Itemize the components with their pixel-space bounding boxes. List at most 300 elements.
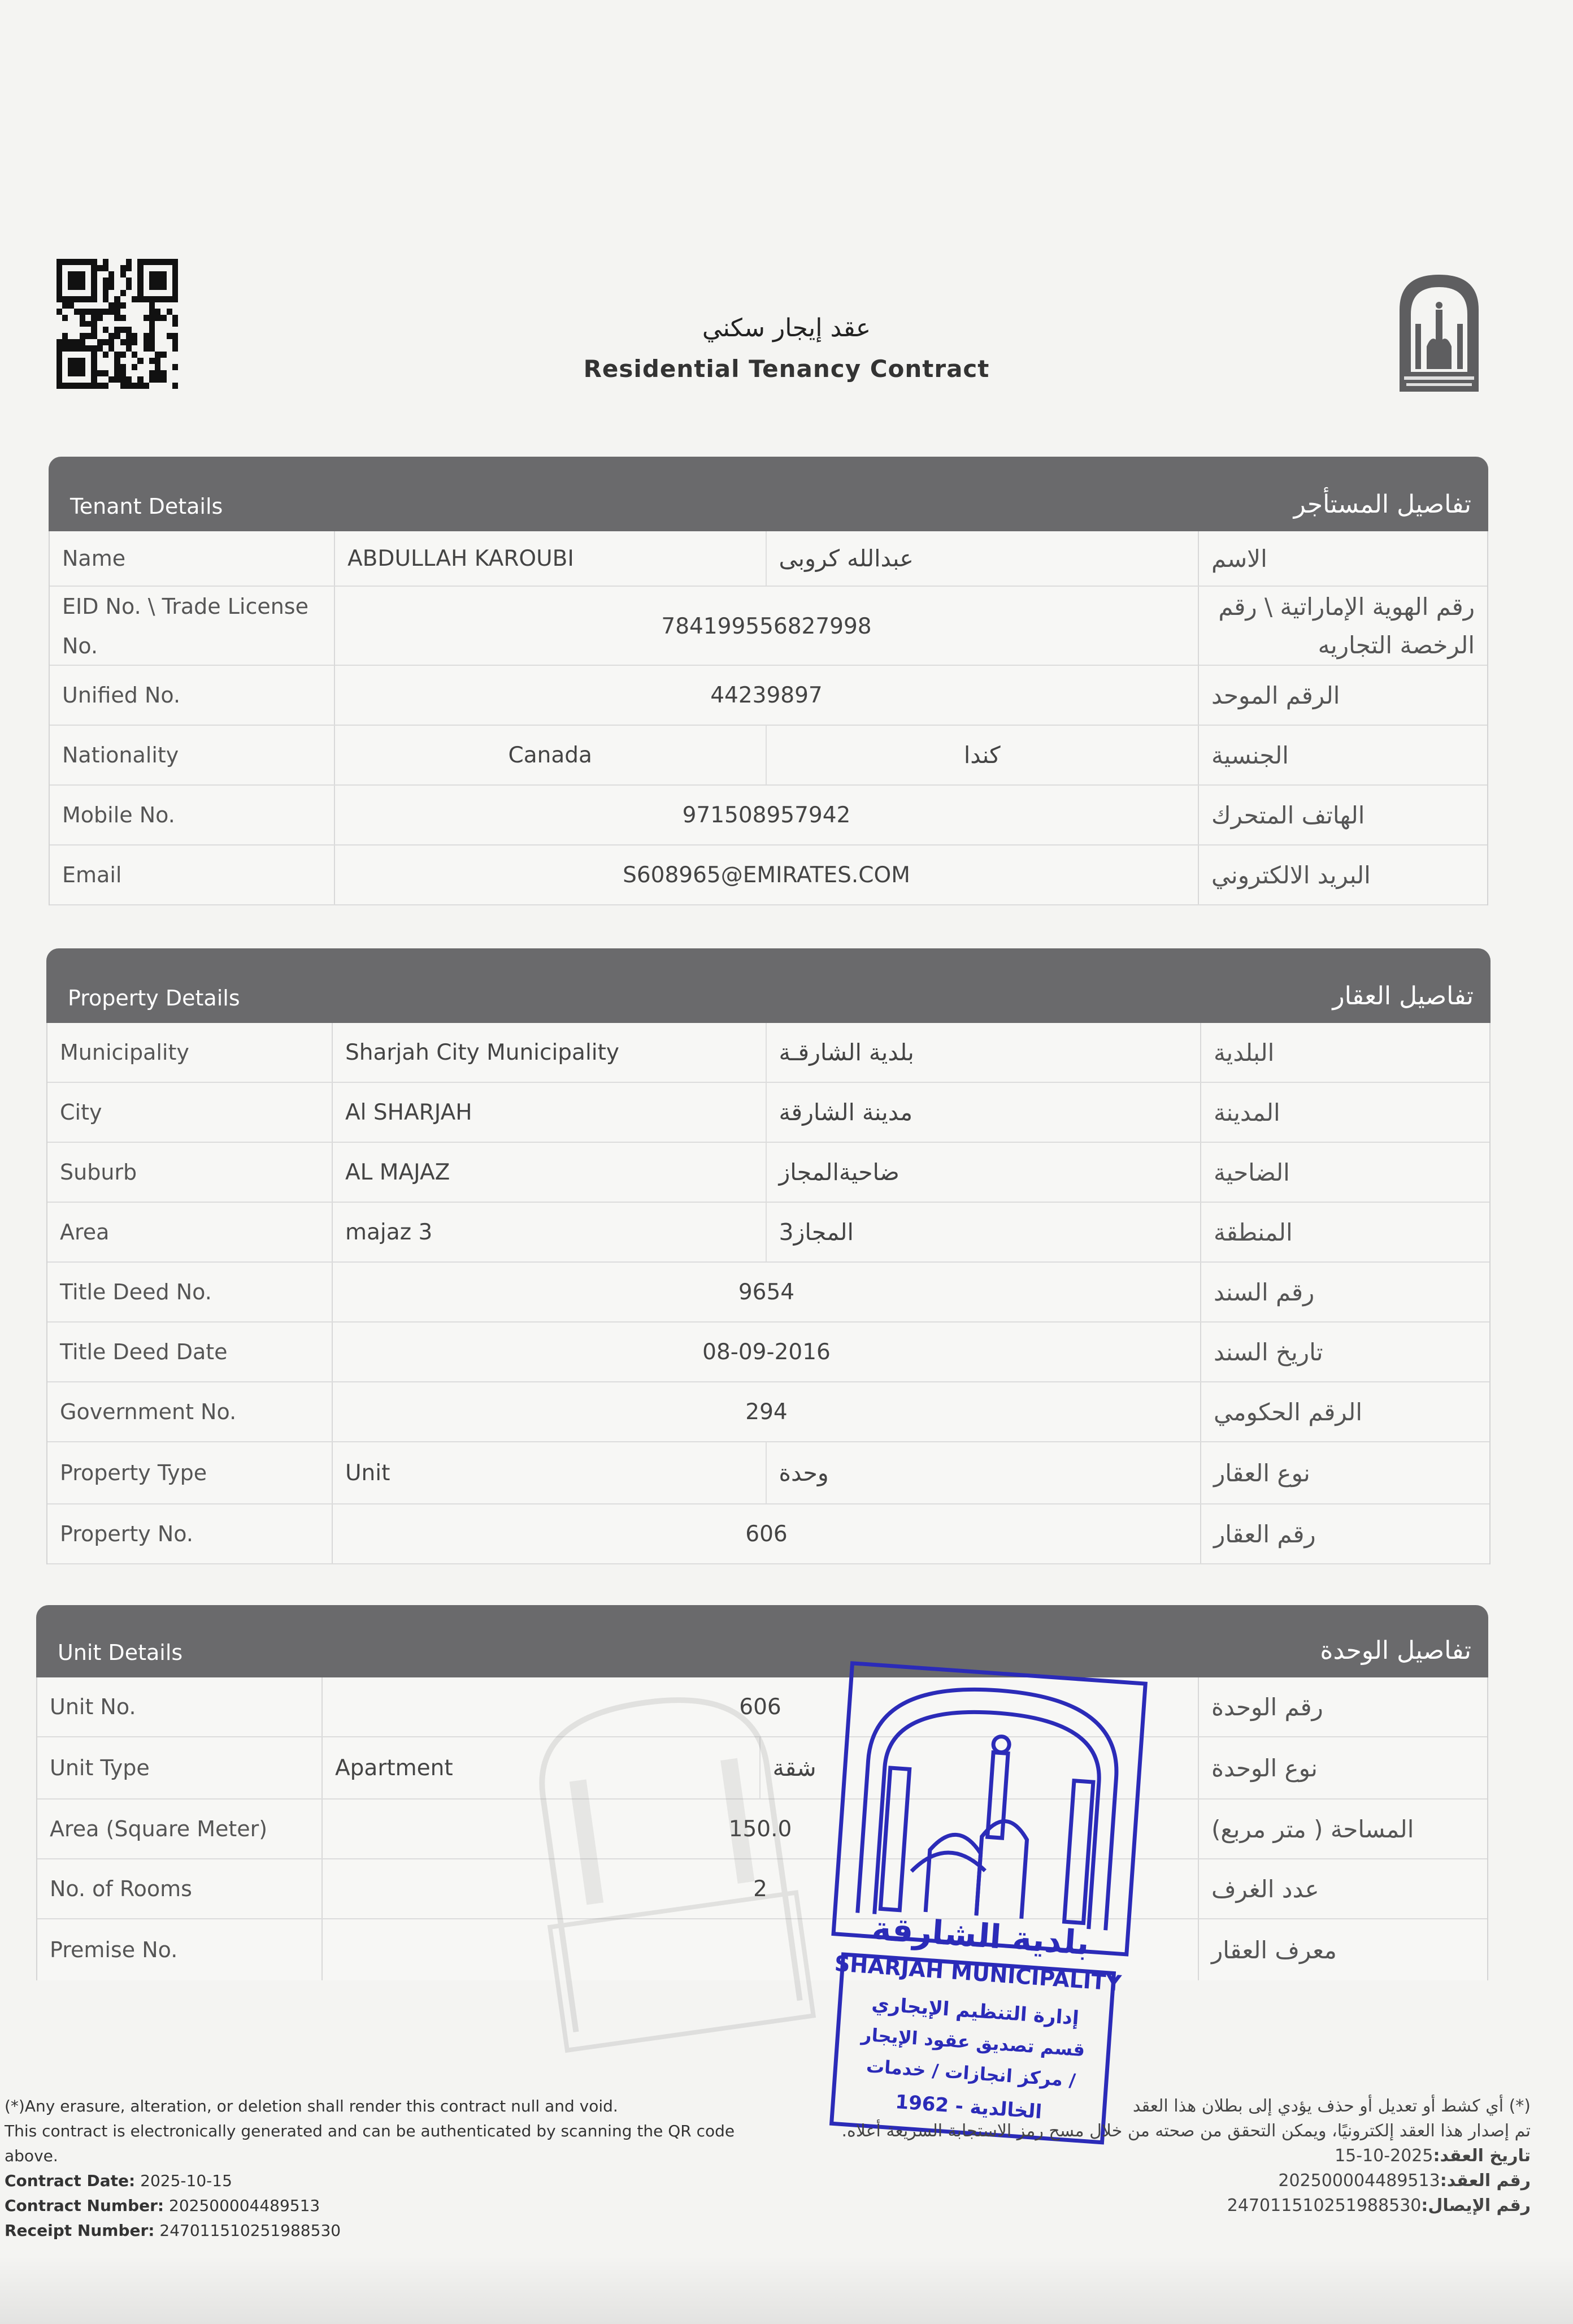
qr-module — [132, 296, 137, 302]
label-nationality-ar: الجنسية — [1198, 726, 1487, 784]
table-row — [47, 1083, 1489, 1143]
qr-module — [108, 284, 114, 290]
qr-module — [160, 284, 166, 290]
paper-shadow — [0, 2256, 1573, 2324]
qr-module — [120, 296, 126, 302]
qr-module — [167, 284, 172, 290]
value-nationality-en: Canada — [335, 726, 767, 784]
qr-module — [167, 345, 172, 352]
label-mobile-ar: الهاتف المتحرك — [1198, 786, 1487, 844]
qr-module — [114, 271, 120, 278]
qr-module — [144, 259, 149, 265]
qr-module — [114, 290, 120, 296]
label-unified-no-ar: الرقم الموحد — [1198, 666, 1487, 725]
table-row — [47, 1442, 1489, 1504]
qr-module — [91, 302, 97, 309]
label-title-deed-date-ar: تاريخ السند — [1200, 1323, 1489, 1381]
qr-module — [68, 296, 73, 302]
section-title-ar: تفاصيل الوحدة — [1320, 1636, 1471, 1665]
qr-module — [62, 284, 68, 290]
qr-module — [74, 271, 80, 278]
qr-module — [103, 271, 108, 278]
qr-module — [155, 278, 160, 284]
qr-module — [132, 259, 137, 265]
qr-module — [137, 278, 143, 284]
qr-module — [155, 383, 160, 389]
footer-note-erasure-ar: (*) أي كشط أو تعديل أو حذف يؤدي إلى بطلان هذا العقد — [1132, 2096, 1531, 2116]
qr-module — [132, 345, 137, 352]
qr-module — [167, 278, 172, 284]
qr-module — [120, 284, 126, 290]
receipt-number-ar — [796, 2193, 1531, 2218]
qr-module — [155, 290, 160, 296]
qr-module — [80, 265, 85, 271]
property-details-header — [46, 948, 1491, 1023]
tenant-details-header — [49, 457, 1488, 531]
label-area-ar: المنطقة — [1200, 1203, 1489, 1261]
qr-module — [108, 290, 114, 296]
contract-date-value-ar: 2025-10-15 — [1335, 2146, 1433, 2166]
qr-module — [160, 271, 166, 278]
qr-module — [160, 265, 166, 271]
qr-module — [68, 290, 73, 296]
footer-note-electronic-en: This contract is electronically generated and can be authenticated by scanning the QR code above. — [5, 2122, 735, 2165]
qr-module — [149, 284, 155, 290]
qr-module — [97, 290, 103, 296]
qr-module — [80, 383, 85, 389]
value-area-ar: المجاز3 — [779, 1219, 854, 1246]
qr-module — [85, 290, 91, 296]
contract-date-en — [5, 2169, 796, 2193]
qr-module — [74, 278, 80, 284]
qr-module — [120, 265, 126, 271]
label-government-no: Government No. — [47, 1382, 333, 1441]
contract-number-en — [5, 2193, 796, 2218]
table-row — [50, 587, 1487, 666]
table-row — [47, 1203, 1489, 1263]
contract-number-ar — [796, 2169, 1531, 2193]
qr-module — [91, 383, 97, 389]
qr-module — [144, 296, 149, 302]
qr-module — [68, 278, 73, 284]
qr-module — [126, 290, 132, 296]
table-row — [47, 1323, 1489, 1382]
value-name-ar: عبدالله كروبى — [779, 545, 914, 572]
value-area-sqm: 150.0 — [728, 1816, 792, 1842]
value-city-ar: مدينة الشارقة — [779, 1099, 913, 1126]
qr-module — [68, 345, 73, 352]
qr-module — [114, 265, 120, 271]
qr-module — [85, 302, 91, 309]
qr-module — [85, 265, 91, 271]
qr-module — [62, 302, 68, 309]
qr-module — [68, 302, 73, 309]
qr-module — [80, 302, 85, 309]
stamp-line-3: مركز انجازات / خدمات / — [865, 2055, 1076, 2092]
qr-module — [144, 383, 149, 389]
qr-module — [126, 383, 132, 389]
qr-module — [160, 290, 166, 296]
qr-module — [160, 278, 166, 284]
qr-module — [155, 345, 160, 352]
qr-module — [108, 265, 114, 271]
property-details-section — [46, 948, 1491, 1564]
value-nationality-ar: كندا — [963, 742, 1001, 769]
qr-module — [103, 290, 108, 296]
label-email: Email — [50, 846, 335, 904]
qr-module — [114, 278, 120, 284]
section-title-en: Property Details — [68, 986, 240, 1011]
qr-module — [172, 278, 178, 284]
qr-module — [85, 345, 91, 352]
qr-module — [80, 259, 85, 265]
qr-module — [126, 271, 132, 278]
qr-module — [126, 296, 132, 302]
qr-module — [114, 383, 120, 389]
qr-module — [103, 345, 108, 352]
qr-module — [57, 302, 62, 309]
qr-module — [91, 284, 97, 290]
section-title-en: Tenant Details — [70, 494, 223, 519]
footer-arabic — [796, 2094, 1531, 2218]
qr-module — [120, 302, 126, 309]
qr-module — [62, 345, 68, 352]
qr-module — [120, 259, 126, 265]
label-unit-type: Unit Type — [37, 1737, 323, 1798]
qr-module — [137, 259, 143, 265]
qr-module — [108, 271, 114, 278]
value-city-en: Al SHARJAH — [333, 1083, 767, 1142]
qr-module — [160, 383, 166, 389]
label-premise-no-ar: معرف العقار — [1198, 1919, 1487, 1980]
qr-module — [132, 265, 137, 271]
qr-module — [144, 284, 149, 290]
section-title-ar: تفاصيل المستأجر — [1293, 490, 1471, 519]
qr-module — [74, 259, 80, 265]
qr-module — [74, 296, 80, 302]
qr-module — [167, 296, 172, 302]
qr-module — [91, 278, 97, 284]
label-suburb-ar: الضاحية — [1200, 1143, 1489, 1202]
table-row — [47, 1382, 1489, 1442]
qr-module — [97, 296, 103, 302]
qr-module — [74, 345, 80, 352]
qr-module — [57, 265, 62, 271]
qr-module — [172, 296, 178, 302]
qr-module — [62, 278, 68, 284]
qr-module — [167, 302, 172, 309]
value-unit-type-en: Apartment — [323, 1737, 761, 1798]
qr-module — [62, 271, 68, 278]
qr-module — [149, 296, 155, 302]
receipt-number-label: Receipt Number: — [5, 2221, 155, 2240]
qr-module — [144, 302, 149, 309]
sharjah-municipality-stamp — [797, 1639, 1170, 2159]
qr-module — [57, 345, 62, 352]
table-row — [50, 846, 1487, 905]
table-row — [50, 666, 1487, 726]
value-name-en: ABDULLAH KAROUBI — [335, 531, 767, 586]
qr-module — [85, 278, 91, 284]
qr-module — [103, 278, 108, 284]
qr-module — [144, 290, 149, 296]
qr-module — [85, 383, 91, 389]
label-property-type-ar: نوع العقار — [1200, 1442, 1489, 1503]
qr-module — [62, 296, 68, 302]
qr-module — [132, 278, 137, 284]
qr-module — [57, 296, 62, 302]
qr-module — [160, 259, 166, 265]
qr-module — [103, 265, 108, 271]
qr-module — [97, 302, 103, 309]
qr-module — [120, 345, 126, 352]
qr-module — [132, 383, 137, 389]
qr-module — [149, 290, 155, 296]
qr-module — [80, 284, 85, 290]
qr-module — [172, 383, 178, 389]
contract-number-label-ar: رقم العقد: — [1440, 2171, 1531, 2191]
qr-module — [137, 290, 143, 296]
receipt-number-value: 247011510251988530 — [159, 2221, 341, 2240]
faint-stamp-imprint — [483, 1647, 851, 2083]
receipt-number-value-ar: 247011510251988530 — [1227, 2196, 1422, 2215]
qr-module — [137, 296, 143, 302]
qr-module — [167, 265, 172, 271]
qr-module — [80, 296, 85, 302]
label-name: Name — [50, 531, 335, 586]
qr-module — [120, 271, 126, 278]
qr-module — [74, 265, 80, 271]
qr-module — [68, 383, 73, 389]
qr-module — [114, 302, 120, 309]
qr-module — [91, 271, 97, 278]
label-unit-no-ar: رقم الوحدة — [1198, 1677, 1487, 1736]
table-row — [47, 1023, 1489, 1083]
stamp-line-4: الخالدية - 1962 — [894, 2091, 1043, 2124]
qr-module — [80, 345, 85, 352]
table-row — [50, 531, 1487, 587]
value-title-deed-no: 9654 — [738, 1279, 795, 1305]
qr-module — [97, 278, 103, 284]
qr-module — [172, 345, 178, 352]
qr-module — [108, 345, 114, 352]
section-title-en: Unit Details — [58, 1640, 183, 1665]
qr-module — [97, 265, 103, 271]
qr-module — [149, 271, 155, 278]
qr-module — [97, 383, 103, 389]
qr-module — [155, 259, 160, 265]
qr-module — [137, 271, 143, 278]
label-premise-no: Premise No. — [37, 1919, 323, 1980]
label-city: City — [47, 1083, 333, 1142]
qr-module — [120, 278, 126, 284]
label-email-ar: البريد الالكتروني — [1198, 846, 1487, 904]
label-name-ar: الاسم — [1198, 531, 1487, 586]
qr-module — [103, 383, 108, 389]
qr-module — [120, 383, 126, 389]
value-unit-type-ar: شقة — [772, 1754, 816, 1781]
label-property-type: Property Type — [47, 1442, 333, 1503]
qr-module — [114, 296, 120, 302]
qr-module — [74, 284, 80, 290]
qr-module — [126, 302, 132, 309]
table-row — [50, 786, 1487, 846]
label-unified-no: Unified No. — [50, 666, 335, 725]
label-title-deed-no-ar: رقم السند — [1200, 1263, 1489, 1321]
qr-module — [57, 278, 62, 284]
qr-module — [155, 265, 160, 271]
footer-note-electronic-ar: تم إصدار هذا العقد إلكترونيًا، ويمكن التحقق من صحته من خلال مسح رمز الاستجابة السريعة أعلاه. — [841, 2121, 1531, 2141]
qr-module — [149, 259, 155, 265]
qr-module — [91, 259, 97, 265]
qr-module — [97, 271, 103, 278]
qr-module — [126, 284, 132, 290]
qr-module — [68, 284, 73, 290]
contract-date-value: 2025-10-15 — [140, 2171, 232, 2190]
qr-module — [155, 302, 160, 309]
qr-module — [137, 345, 143, 352]
label-title-deed-no: Title Deed No. — [47, 1263, 333, 1321]
qr-module — [149, 302, 155, 309]
value-municipality-ar: بلدية الشارقـة — [779, 1039, 914, 1066]
qr-module — [172, 271, 178, 278]
value-eid: 784199556827998 — [661, 613, 872, 639]
label-area: Area — [47, 1203, 333, 1261]
qr-module — [103, 284, 108, 290]
qr-module — [144, 278, 149, 284]
stamp-line-2: قسم تصديق عقود الإيجار — [861, 2023, 1086, 2061]
qr-module — [137, 284, 143, 290]
label-title-deed-date: Title Deed Date — [47, 1323, 333, 1381]
qr-module — [144, 271, 149, 278]
qr-module — [74, 290, 80, 296]
section-title-ar: تفاصيل العقار — [1332, 982, 1474, 1011]
qr-module — [172, 302, 178, 309]
label-mobile: Mobile No. — [50, 786, 335, 844]
label-rooms: No. of Rooms — [37, 1859, 323, 1918]
stamp-line-1: إدارة التنظيم الإيجاري — [871, 1992, 1080, 2030]
label-unit-type-ar: نوع الوحدة — [1198, 1737, 1487, 1798]
qr-module — [114, 259, 120, 265]
label-property-no-ar: رقم العقار — [1200, 1504, 1489, 1563]
receipt-number-en — [5, 2218, 796, 2243]
qr-module — [91, 290, 97, 296]
qr-module — [62, 383, 68, 389]
qr-module — [137, 302, 143, 309]
contract-date-label-ar: تاريخ العقد: — [1433, 2146, 1531, 2166]
qr-module — [167, 383, 172, 389]
label-area-sqm-ar: المساحة ( متر مربع) — [1198, 1800, 1487, 1858]
qr-module — [120, 290, 126, 296]
qr-module — [108, 383, 114, 389]
qr-module — [91, 265, 97, 271]
stamp-name-ar: بلدية الشارقة — [871, 1909, 1090, 1963]
label-eid: EID No. \ Trade License No. — [50, 587, 335, 666]
qr-module — [103, 259, 108, 265]
qr-module — [149, 345, 155, 352]
qr-module — [114, 345, 120, 352]
contract-date-ar — [796, 2144, 1531, 2169]
qr-module — [126, 345, 132, 352]
tenant-details-section — [49, 457, 1488, 905]
qr-module — [108, 259, 114, 265]
contract-number-value: 202500004489513 — [169, 2196, 320, 2215]
value-government-no: 294 — [745, 1399, 788, 1425]
qr-module — [80, 278, 85, 284]
qr-module — [80, 290, 85, 296]
table-row — [47, 1504, 1489, 1564]
value-unified-no: 44239897 — [710, 682, 823, 708]
qr-module — [160, 345, 166, 352]
qr-module — [62, 290, 68, 296]
qr-module — [132, 284, 137, 290]
qr-module — [57, 290, 62, 296]
qr-module — [149, 278, 155, 284]
qr-module — [172, 284, 178, 290]
qr-module — [97, 284, 103, 290]
qr-module — [57, 383, 62, 389]
value-property-type-ar: وحدة — [779, 1459, 829, 1486]
qr-module — [132, 271, 137, 278]
qr-module — [91, 296, 97, 302]
qr-module — [149, 383, 155, 389]
qr-module — [62, 259, 68, 265]
qr-module — [160, 296, 166, 302]
label-area-sqm: Area (Square Meter) — [37, 1800, 323, 1858]
contract-number-value-ar: 202500004489513 — [1278, 2171, 1440, 2191]
qr-module — [167, 259, 172, 265]
value-area-en: majaz 3 — [333, 1203, 767, 1261]
tenant-table — [49, 531, 1488, 905]
qr-module — [126, 265, 132, 271]
qr-module — [137, 383, 143, 389]
footer-english — [5, 2094, 796, 2243]
qr-module — [74, 302, 80, 309]
value-rooms: 2 — [753, 1876, 767, 1902]
qr-module — [160, 302, 166, 309]
title-english: Residential Tenancy Contract — [583, 355, 990, 383]
qr-module — [85, 296, 91, 302]
qr-module — [108, 278, 114, 284]
value-property-no: 606 — [745, 1521, 788, 1547]
label-government-no-ar: الرقم الحكومي — [1200, 1382, 1489, 1441]
qr-module — [155, 284, 160, 290]
qr-module — [108, 296, 114, 302]
qr-module — [108, 302, 114, 309]
value-property-type-en: Unit — [333, 1442, 767, 1503]
table-row — [47, 1143, 1489, 1203]
contract-date-label: Contract Date: — [5, 2171, 136, 2190]
qr-module — [57, 259, 62, 265]
value-suburb-ar: ضاحيةالمجاز — [779, 1159, 900, 1186]
qr-module — [91, 345, 97, 352]
qr-module — [144, 265, 149, 271]
qr-module — [172, 265, 178, 271]
qr-module — [97, 259, 103, 265]
qr-module — [126, 259, 132, 265]
qr-module — [85, 271, 91, 278]
label-city-ar: المدينة — [1200, 1083, 1489, 1142]
qr-module — [97, 345, 103, 352]
value-title-deed-date: 08-09-2016 — [702, 1339, 831, 1365]
qr-module — [172, 290, 178, 296]
label-municipality: Municipality — [47, 1023, 333, 1082]
qr-module — [62, 265, 68, 271]
qr-module — [80, 271, 85, 278]
qr-module — [68, 271, 73, 278]
value-suburb-en: AL MAJAZ — [333, 1143, 767, 1202]
contract-number-label: Contract Number: — [5, 2196, 164, 2215]
